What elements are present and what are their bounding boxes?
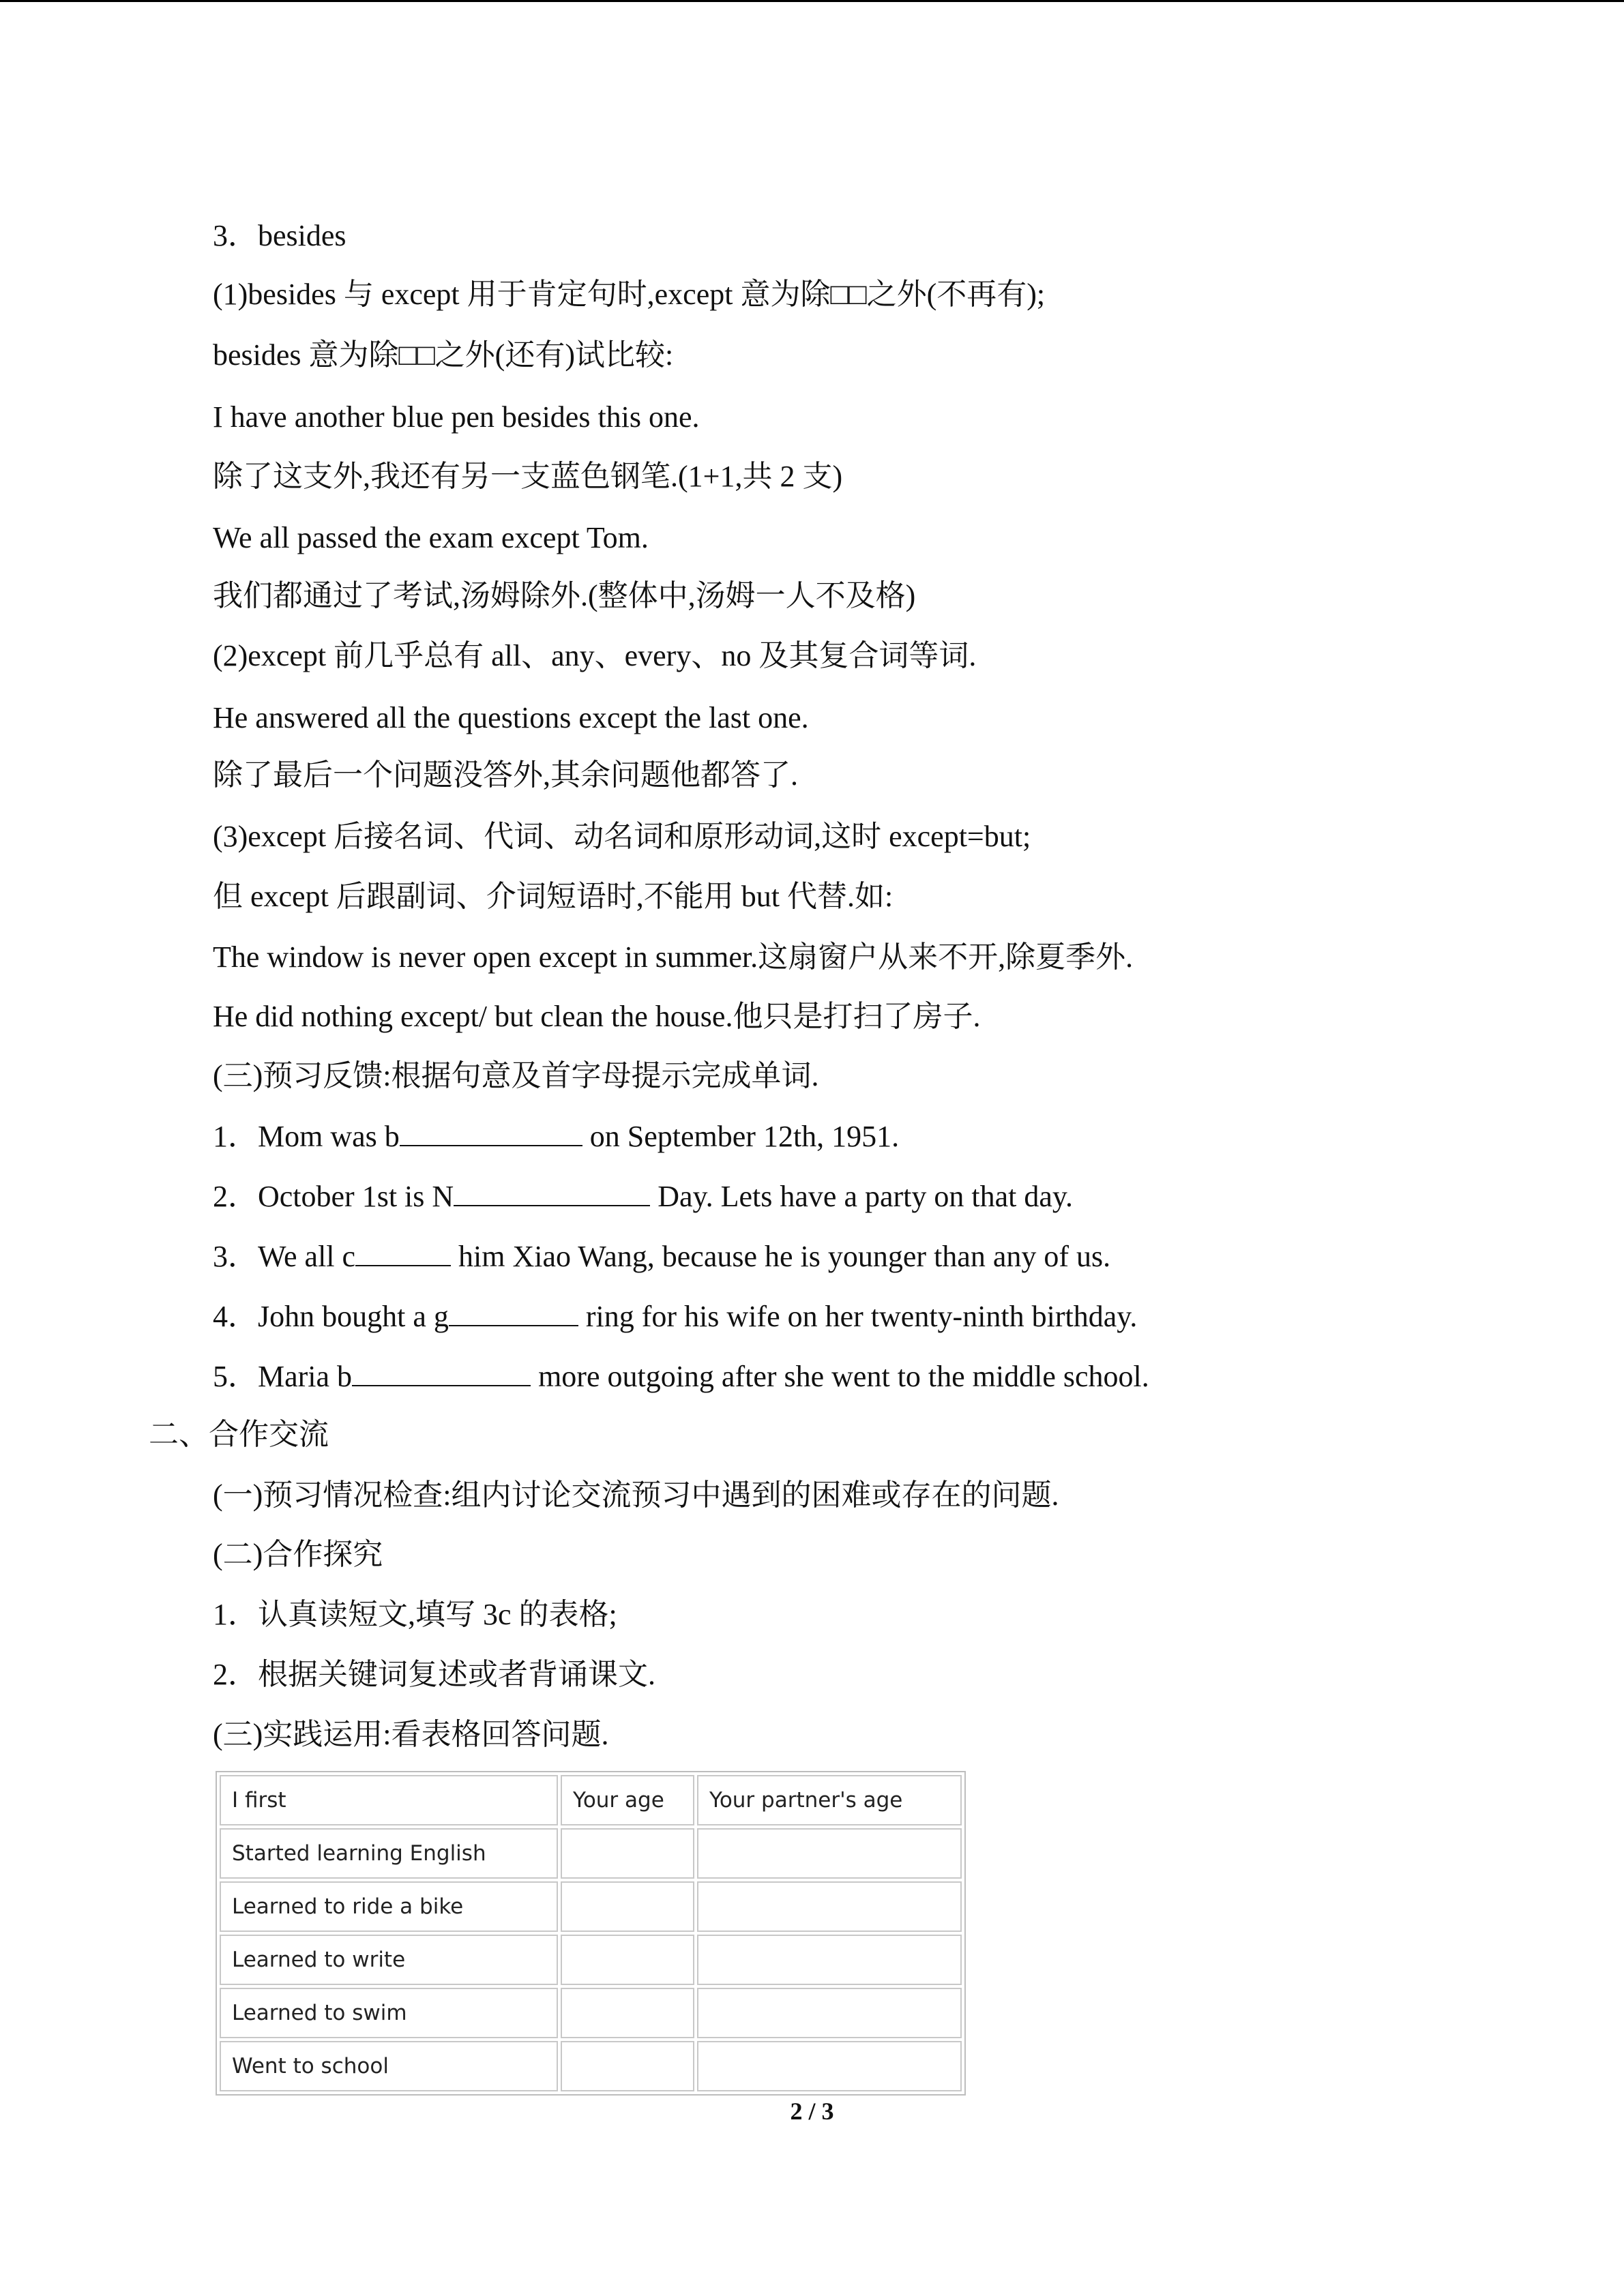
your-age-cell[interactable]: [561, 1828, 694, 1879]
answer-blank[interactable]: [355, 1242, 451, 1266]
partner-age-cell[interactable]: [697, 1935, 962, 1985]
part-2-heading: 二、合作交流: [149, 1418, 329, 1451]
table-row: [220, 2041, 962, 2091]
cooperative-explore-heading: (二)合作探究: [213, 1538, 383, 1571]
table-row: [220, 1828, 962, 1879]
answer-blank[interactable]: [454, 1182, 650, 1206]
example-1-english: I have another blue pen besides this one.: [213, 400, 700, 434]
exercise-item-1: 1．Mom was b on September 12th, 1951.: [213, 1120, 900, 1153]
task-2: 2．根据关键词复述或者背诵课文.: [213, 1658, 655, 1691]
example-2-english: We all passed the exam except Tom.: [213, 521, 649, 554]
rule-1-line-b: besides 意为除□□之外(还有)试比较:: [213, 338, 674, 372]
rule-3-line-a: (3)except 后接名词、代词、动名词和原形动词,这时 except=but;: [213, 820, 1031, 853]
your-age-cell[interactable]: [561, 1881, 694, 1932]
table-header: Your age: [561, 1775, 694, 1825]
example-5: He did nothing except/ but clean the house.他只是打扫了房子.: [213, 1000, 981, 1033]
page-number: 2 / 3: [790, 2098, 834, 2125]
your-age-cell[interactable]: [561, 2041, 694, 2091]
preview-check: (一)预习情况检查:组内讨论交流预习中遇到的困难或存在的问题.: [213, 1478, 1059, 1512]
answer-blank[interactable]: [352, 1362, 531, 1386]
rule-1-line-a: (1)besides 与 except 用于肯定句时,except 意为除□□之外(不再有);: [213, 278, 1046, 311]
table-header-row: [220, 1775, 962, 1825]
table-row-label: Learned to write: [220, 1935, 558, 1985]
task-1: 1．认真读短文,填写 3c 的表格;: [213, 1598, 617, 1631]
exercise-item-4: 4．John bought a g ring for his wife on her twenty-ninth birthday.: [213, 1300, 1138, 1333]
table-row-label: Went to school: [220, 2041, 558, 2091]
exercise-item-2: 2．October 1st is N Day. Lets have a party on that day.: [213, 1180, 1074, 1213]
age-table: [216, 1771, 966, 2096]
table-row-label: Learned to swim: [220, 1988, 558, 2038]
rule-2: (2)except 前几乎总有 all、any、every、no 及其复合词等词.: [213, 639, 977, 672]
table-row-label: Learned to ride a bike: [220, 1881, 558, 1932]
feedback-heading: (三)预习反馈:根据句意及首字母提示完成单词.: [213, 1059, 819, 1092]
table-header: Your partner's age: [697, 1775, 962, 1825]
top-border: [0, 0, 1624, 2]
partner-age-cell[interactable]: [697, 1988, 962, 2038]
example-2-chinese: 我们都通过了考试,汤姆除外.(整体中,汤姆一人不及格): [213, 579, 916, 612]
exercise-item-3: 3．We all c him Xiao Wang, because he is younger than any of us.: [213, 1240, 1111, 1273]
exercise-item-5: 5．Maria b more outgoing after she went to the middle school.: [213, 1360, 1149, 1393]
partner-age-cell[interactable]: [697, 1828, 962, 1879]
your-age-cell[interactable]: [561, 1988, 694, 2038]
table-row: [220, 1881, 962, 1932]
table-row: [220, 1988, 962, 2038]
example-3-chinese: 除了最后一个问题没答外,其余问题他都答了.: [213, 758, 798, 792]
your-age-cell[interactable]: [561, 1935, 694, 1985]
example-3-english: He answered all the questions except the last one.: [213, 701, 809, 734]
table-row-label: Started learning English: [220, 1828, 558, 1879]
partner-age-cell[interactable]: [697, 1881, 962, 1932]
table-header: I first: [220, 1775, 558, 1825]
section-heading-besides: 3．besides: [213, 219, 346, 252]
table-row: [220, 1935, 962, 1985]
answer-blank[interactable]: [400, 1122, 582, 1146]
partner-age-cell[interactable]: [697, 2041, 962, 2091]
example-4: The window is never open except in summer.这扇窗户从来不开,除夏季外.: [213, 940, 1134, 974]
example-1-chinese: 除了这支外,我还有另一支蓝色钢笔.(1+1,共 2 支): [213, 460, 843, 493]
rule-3-line-b: 但 except 后跟副词、介词短语时,不能用 but 代替.如:: [213, 880, 894, 913]
practice-heading: (三)实践运用:看表格回答问题.: [213, 1718, 609, 1751]
answer-blank[interactable]: [449, 1302, 578, 1326]
